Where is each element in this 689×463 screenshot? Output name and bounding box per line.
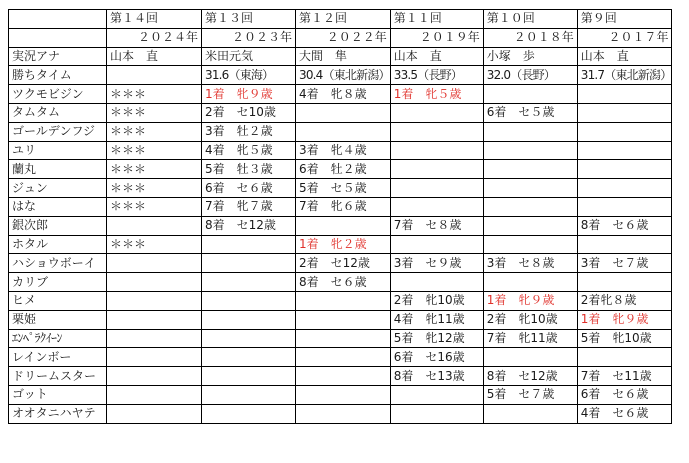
result-cell[interactable]: 1着 牝９歳: [483, 291, 577, 310]
result-cell[interactable]: 5着 セ５歳: [296, 179, 391, 198]
horse-name-cell[interactable]: 銀次郎: [9, 216, 107, 235]
horse-row: [9, 310, 672, 329]
result-cell[interactable]: [202, 367, 296, 386]
result-cell[interactable]: [107, 404, 202, 423]
result-cell[interactable]: 8着 セ６歳: [577, 216, 672, 235]
edition-header-cell[interactable]: 第１２回: [296, 10, 391, 29]
result-cell[interactable]: 7着 セ11歳: [577, 367, 672, 386]
result-cell[interactable]: [483, 160, 577, 179]
result-cell[interactable]: [107, 291, 202, 310]
result-cell[interactable]: [483, 122, 577, 141]
result-cell[interactable]: [296, 103, 391, 122]
result-cell[interactable]: [577, 122, 672, 141]
result-cell[interactable]: [577, 348, 672, 367]
result-cell[interactable]: [390, 122, 483, 141]
winning-time-row: [9, 66, 672, 85]
result-cell[interactable]: 7着 牝11歳: [483, 329, 577, 348]
result-cell[interactable]: 8着 セ13歳: [390, 367, 483, 386]
edition-header-cell[interactable]: 第９回: [577, 10, 672, 29]
result-cell[interactable]: ＊＊＊: [107, 197, 202, 216]
result-cell[interactable]: ＊＊＊: [107, 141, 202, 160]
result-cell[interactable]: [202, 235, 296, 254]
result-cell[interactable]: [390, 103, 483, 122]
horse-name-cell[interactable]: ユリ: [9, 141, 107, 160]
result-cell[interactable]: [390, 235, 483, 254]
edition-header-cell[interactable]: 第１４回: [107, 10, 202, 29]
edition-header-cell[interactable]: 第１１回: [390, 10, 483, 29]
horse-row: [9, 179, 672, 198]
year-header-cell[interactable]: ２０１７年: [577, 28, 672, 47]
horse-row: [9, 329, 672, 348]
result-cell[interactable]: [202, 385, 296, 404]
horse-row: [9, 291, 672, 310]
horse-row: [9, 85, 672, 104]
result-cell[interactable]: ＊＊＊: [107, 122, 202, 141]
horse-name-cell[interactable]: 栗姫: [9, 310, 107, 329]
horse-row: [9, 254, 672, 273]
result-cell[interactable]: [483, 85, 577, 104]
horse-name-cell[interactable]: オオタニハヤテ: [9, 404, 107, 423]
result-cell[interactable]: ＊＊＊: [107, 85, 202, 104]
announcer-label-cell[interactable]: 実況アナ: [9, 47, 107, 66]
result-cell[interactable]: [107, 385, 202, 404]
year-header-cell[interactable]: ２０２３年: [202, 28, 296, 47]
winning-time-label-cell[interactable]: 勝ちタイム: [9, 66, 107, 85]
result-cell[interactable]: [483, 179, 577, 198]
result-cell[interactable]: [577, 197, 672, 216]
result-cell[interactable]: 2着 牝10歳: [390, 291, 483, 310]
result-cell[interactable]: 3着 セ８歳: [483, 254, 577, 273]
result-cell[interactable]: [577, 141, 672, 160]
horse-name-cell[interactable]: タムタム: [9, 103, 107, 122]
horse-name-cell[interactable]: レインボー: [9, 348, 107, 367]
result-cell[interactable]: 2着 牝10歳: [483, 310, 577, 329]
horse-name-cell[interactable]: ｴﾝﾍﾟﾗｸｲｰﾝ: [9, 329, 107, 348]
edition-header-row: [9, 10, 672, 29]
horse-name-cell[interactable]: ドリームスター: [9, 367, 107, 386]
result-cell[interactable]: 1着 牝５歳: [390, 85, 483, 104]
announcer-cell[interactable]: 米田元気: [202, 47, 296, 66]
result-cell[interactable]: [107, 367, 202, 386]
result-cell[interactable]: [107, 348, 202, 367]
horse-row: [9, 122, 672, 141]
result-cell[interactable]: 3着 牡２歳: [202, 122, 296, 141]
result-cell[interactable]: 6着 セ６歳: [202, 179, 296, 198]
result-cell[interactable]: [202, 404, 296, 423]
result-cell[interactable]: [202, 329, 296, 348]
result-cell[interactable]: 4着 牝５歳: [202, 141, 296, 160]
result-cell[interactable]: [202, 310, 296, 329]
announcer-cell[interactable]: 山本 直: [107, 47, 202, 66]
results-table: [8, 9, 672, 424]
result-cell[interactable]: [390, 273, 483, 292]
result-cell[interactable]: [296, 216, 391, 235]
winning-time-cell[interactable]: 33.5（長野）: [390, 66, 483, 85]
result-cell[interactable]: [483, 216, 577, 235]
horse-row: [9, 160, 672, 179]
horse-name-cell[interactable]: ハショウボーイ: [9, 254, 107, 273]
result-cell[interactable]: [107, 216, 202, 235]
result-cell[interactable]: 7着 牝７歳: [202, 197, 296, 216]
result-cell[interactable]: 5着 牝10歳: [577, 329, 672, 348]
result-cell[interactable]: [483, 273, 577, 292]
result-cell[interactable]: ＊＊＊: [107, 235, 202, 254]
horse-name-cell[interactable]: はな: [9, 197, 107, 216]
horse-row: [9, 348, 672, 367]
result-cell[interactable]: ＊＊＊: [107, 103, 202, 122]
result-cell[interactable]: [296, 348, 391, 367]
result-cell[interactable]: 4着 牝８歳: [296, 85, 391, 104]
horse-row: [9, 197, 672, 216]
result-cell[interactable]: 5着 牝12歳: [390, 329, 483, 348]
horse-name-cell[interactable]: ホタル: [9, 235, 107, 254]
result-cell[interactable]: 3着 セ９歳: [390, 254, 483, 273]
horse-row: [9, 385, 672, 404]
result-cell[interactable]: [296, 122, 391, 141]
result-cell[interactable]: [390, 404, 483, 423]
result-cell[interactable]: 1着 牝２歳: [296, 235, 391, 254]
result-cell[interactable]: [390, 160, 483, 179]
result-cell[interactable]: 5着 セ７歳: [483, 385, 577, 404]
result-cell[interactable]: [296, 404, 391, 423]
result-cell[interactable]: [202, 348, 296, 367]
result-cell[interactable]: [390, 385, 483, 404]
result-cell[interactable]: [577, 273, 672, 292]
year-header-cell[interactable]: ２０１９年: [390, 28, 483, 47]
result-cell[interactable]: [390, 197, 483, 216]
year-header-cell[interactable]: ２０２４年: [107, 28, 202, 47]
result-cell[interactable]: [483, 235, 577, 254]
result-cell[interactable]: [202, 254, 296, 273]
result-cell[interactable]: [390, 179, 483, 198]
year-header-row: [9, 28, 672, 47]
result-cell[interactable]: [577, 179, 672, 198]
result-cell[interactable]: [296, 291, 391, 310]
result-cell[interactable]: [577, 103, 672, 122]
result-cell[interactable]: [107, 329, 202, 348]
result-cell[interactable]: [107, 310, 202, 329]
result-cell[interactable]: 6着 セ16歳: [390, 348, 483, 367]
winning-time-cell[interactable]: 32.0（長野）: [483, 66, 577, 85]
results-table-body: [9, 10, 672, 424]
result-cell[interactable]: 4着 セ６歳: [577, 404, 672, 423]
horse-name-cell[interactable]: カリブ: [9, 273, 107, 292]
blank-label-cell[interactable]: [9, 28, 107, 47]
horse-row: [9, 235, 672, 254]
result-cell[interactable]: ＊＊＊: [107, 160, 202, 179]
result-cell[interactable]: [296, 310, 391, 329]
result-cell[interactable]: [296, 367, 391, 386]
horse-row: [9, 103, 672, 122]
winning-time-cell[interactable]: 30.4（東北新潟）: [296, 66, 391, 85]
horse-row: [9, 404, 672, 423]
horse-name-cell[interactable]: ジュン: [9, 179, 107, 198]
result-cell[interactable]: 7着 牝６歳: [296, 197, 391, 216]
result-cell[interactable]: 2着 セ12歳: [296, 254, 391, 273]
result-cell[interactable]: 6着 セ５歳: [483, 103, 577, 122]
winning-time-cell[interactable]: 31.7（東北新潟）: [577, 66, 672, 85]
horse-row: [9, 367, 672, 386]
result-cell[interactable]: 3着 セ７歳: [577, 254, 672, 273]
horse-row: [9, 141, 672, 160]
result-cell[interactable]: 2着牝８歳: [577, 291, 672, 310]
result-cell[interactable]: 1着 牝９歳: [202, 85, 296, 104]
result-cell[interactable]: [483, 141, 577, 160]
edition-header-cell[interactable]: 第１３回: [202, 10, 296, 29]
announcer-cell[interactable]: 山本 直: [390, 47, 483, 66]
result-cell[interactable]: 2着 セ10歳: [202, 103, 296, 122]
result-cell[interactable]: 1着 牝９歳: [577, 310, 672, 329]
winning-time-cell[interactable]: [107, 66, 202, 85]
edition-header-cell[interactable]: 第１０回: [483, 10, 577, 29]
result-cell[interactable]: 5着 牡３歳: [202, 160, 296, 179]
result-cell[interactable]: [577, 235, 672, 254]
year-header-cell[interactable]: ２０１８年: [483, 28, 577, 47]
result-cell[interactable]: ＊＊＊: [107, 179, 202, 198]
result-cell[interactable]: [202, 291, 296, 310]
result-cell[interactable]: 8着 セ12歳: [483, 367, 577, 386]
result-cell[interactable]: 8着 セ12歳: [202, 216, 296, 235]
horse-row: [9, 273, 672, 292]
result-cell[interactable]: [483, 197, 577, 216]
year-header-cell[interactable]: ２０２２年: [296, 28, 391, 47]
corner-cell[interactable]: [9, 10, 107, 29]
result-cell[interactable]: [296, 329, 391, 348]
result-cell[interactable]: 7着 セ８歳: [390, 216, 483, 235]
horse-name-cell[interactable]: ゴット: [9, 385, 107, 404]
result-cell[interactable]: 6着 牡２歳: [296, 160, 391, 179]
result-cell[interactable]: [296, 385, 391, 404]
horse-name-cell[interactable]: ヒメ: [9, 291, 107, 310]
horse-name-cell[interactable]: ツクモビジン: [9, 85, 107, 104]
result-cell[interactable]: 8着 セ６歳: [296, 273, 391, 292]
announcer-cell[interactable]: 山本 直: [577, 47, 672, 66]
announcer-row: [9, 47, 672, 66]
result-cell[interactable]: [390, 141, 483, 160]
announcer-cell[interactable]: 大間 隼: [296, 47, 391, 66]
result-cell[interactable]: [483, 348, 577, 367]
result-cell[interactable]: 4着 牝11歳: [390, 310, 483, 329]
result-cell[interactable]: [577, 85, 672, 104]
result-cell[interactable]: 3着 牝４歳: [296, 141, 391, 160]
announcer-cell[interactable]: 小塚 歩: [483, 47, 577, 66]
horse-name-cell[interactable]: 蘭丸: [9, 160, 107, 179]
horse-row: [9, 216, 672, 235]
horse-name-cell[interactable]: ゴールデンフジ: [9, 122, 107, 141]
result-cell[interactable]: [107, 254, 202, 273]
result-cell[interactable]: [202, 273, 296, 292]
result-cell[interactable]: [107, 273, 202, 292]
result-cell[interactable]: [577, 160, 672, 179]
winning-time-cell[interactable]: 31.6（東海）: [202, 66, 296, 85]
result-cell[interactable]: 6着 セ６歳: [577, 385, 672, 404]
result-cell[interactable]: [483, 404, 577, 423]
